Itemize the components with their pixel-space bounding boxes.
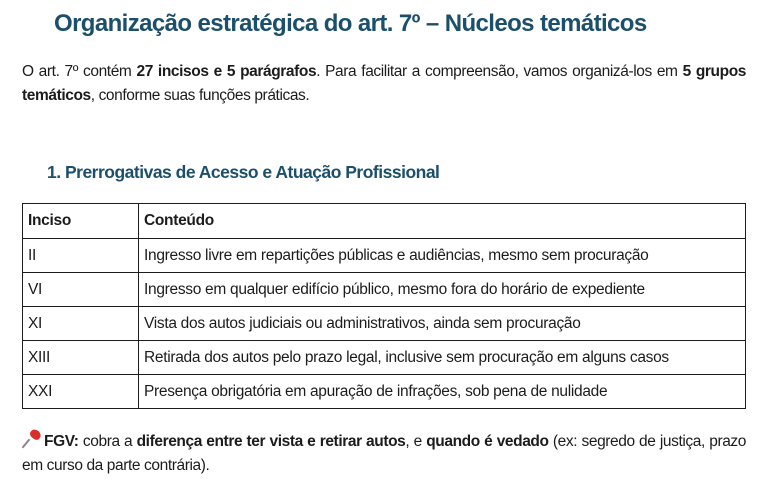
conteudo-cell: Ingresso em qualquer edifício público, mesmo fora do horário de expediente <box>139 273 746 307</box>
intro-text-3: , conforme suas funções práticas. <box>90 87 310 104</box>
conteudo-cell: Ingresso livre em repartições públicas e audiências, mesmo sem procuração <box>139 239 746 273</box>
note-label: FGV: <box>44 433 79 450</box>
note-text-2: , e <box>405 433 427 450</box>
incisos-table <box>22 203 746 409</box>
table-row <box>23 341 746 375</box>
section-title: 1. Prerrogativas de Acesso e Atuação Profissional <box>47 162 440 182</box>
conteudo-cell: Retirada dos autos pelo prazo legal, inclusive sem procuração em alguns casos <box>139 341 746 375</box>
inciso-cell: XI <box>23 307 139 341</box>
table-row <box>23 375 746 409</box>
column-header-inciso: Inciso <box>23 204 139 239</box>
intro-text-1: O art. 7º contém <box>22 63 137 80</box>
pushpin-icon <box>22 430 42 448</box>
note-text-1: cobra a <box>78 433 137 450</box>
table-row <box>23 239 746 273</box>
table-header-row <box>23 204 746 239</box>
inciso-cell: VI <box>23 273 139 307</box>
page-title: Organização estratégica do art. 7º – Núcleos temáticos <box>54 10 647 37</box>
note-text-3: (ex: segredo de justiça, prazo em curso da parte contrária). <box>22 433 746 474</box>
note-bold-1: diferença entre ter vista e retirar autos <box>136 433 406 450</box>
conteudo-cell: Vista dos autos judiciais ou administrativos, ainda sem procuração <box>139 307 746 341</box>
inciso-cell: II <box>23 239 139 273</box>
intro-paragraph <box>22 60 746 108</box>
note-bold-2: quando é vedado <box>426 433 549 450</box>
inciso-cell: XIII <box>23 341 139 375</box>
column-header-conteudo: Conteúdo <box>139 204 746 239</box>
table-row <box>23 273 746 307</box>
inciso-cell: XXI <box>23 375 139 409</box>
fgv-note <box>22 430 746 478</box>
intro-bold-1: 27 incisos e 5 parágrafos <box>136 63 317 80</box>
conteudo-cell: Presença obrigatória em apuração de infrações, sob pena de nulidade <box>139 375 746 409</box>
table-row <box>23 307 746 341</box>
intro-text-2: . Para facilitar a compreensão, vamos organizá-los em <box>316 63 683 80</box>
intro-bold-2: 5 grupos temáticos <box>22 63 746 104</box>
